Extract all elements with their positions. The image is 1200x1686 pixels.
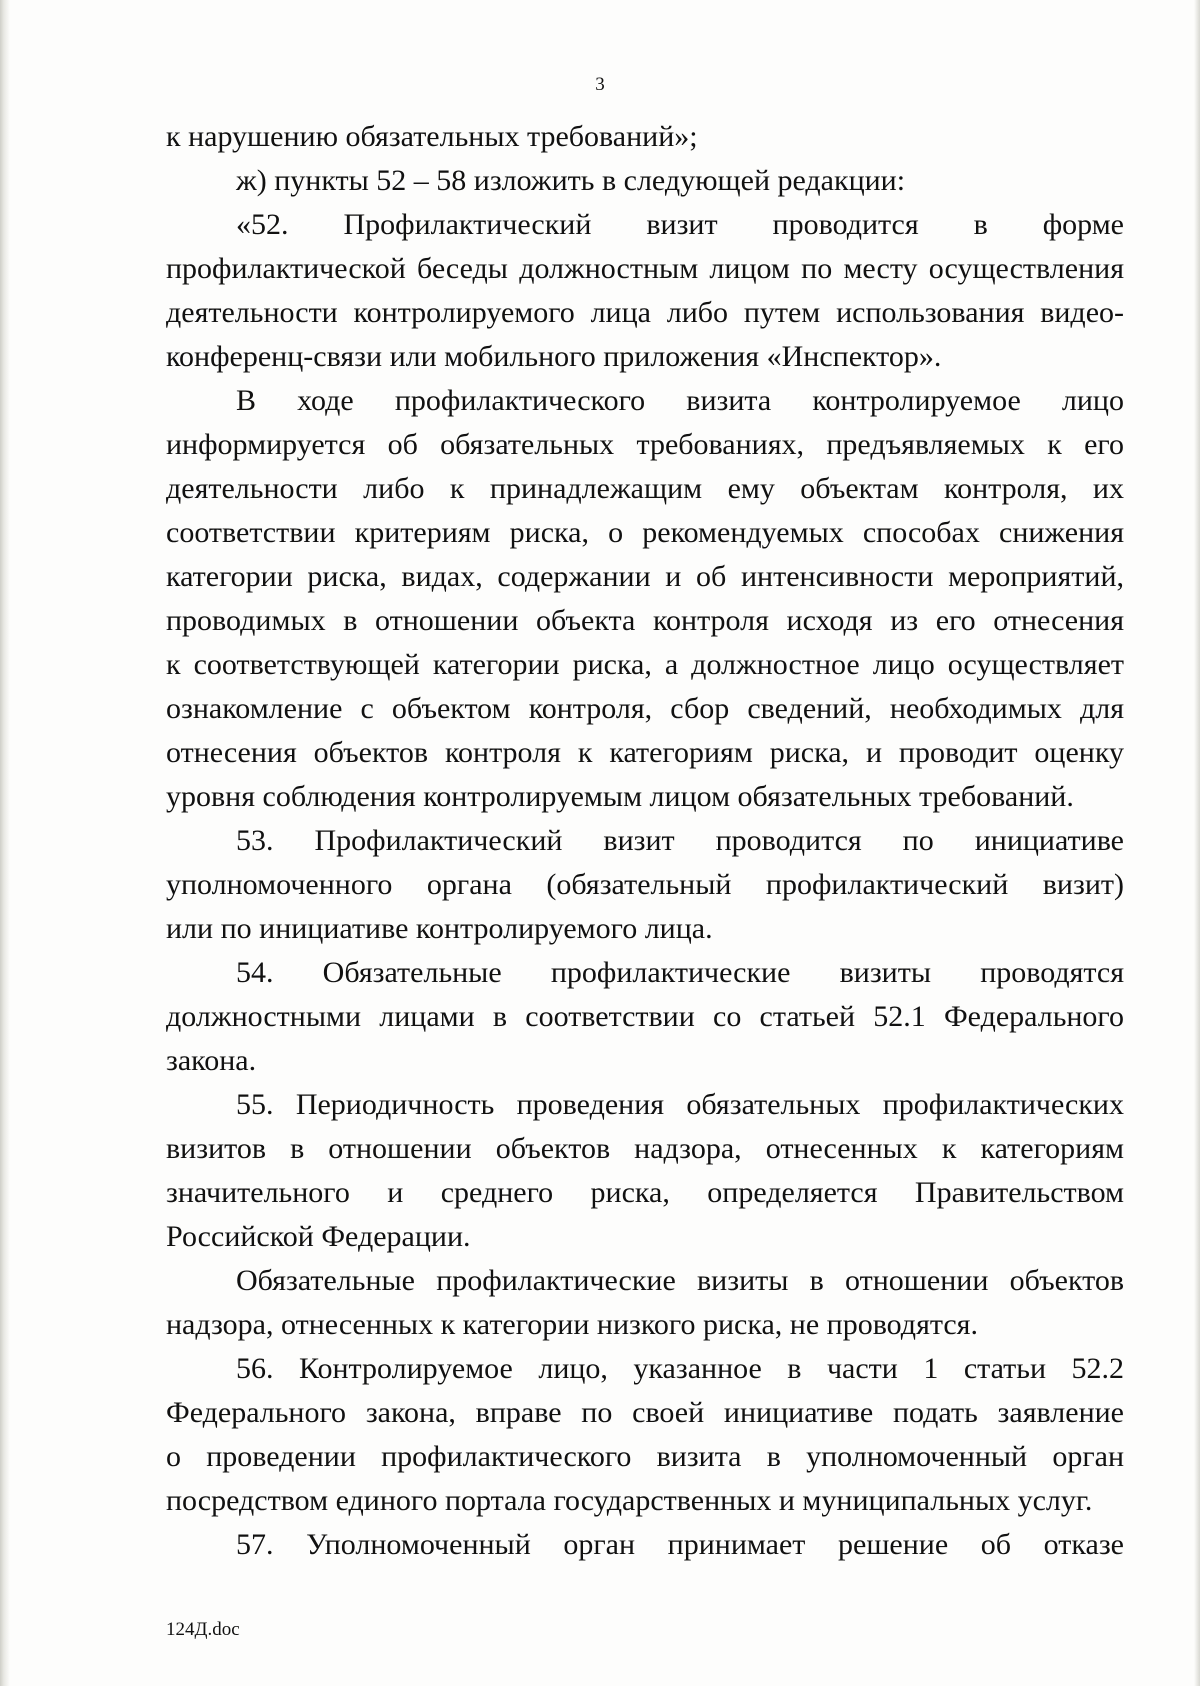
footer-filename: 124Д.doc [166, 1619, 240, 1640]
text-line: 54. Обязательные профилактические визиты проводятся [236, 956, 1124, 989]
text-line: посредством единого портала государственных и муниципальных услуг. [166, 1484, 1093, 1517]
text-line: В ходе профилактического визита контролируемое лицо [236, 384, 1124, 417]
text-line: Российской Федерации. [166, 1220, 471, 1253]
text-line: надзора, отнесенных к категории низкого риска, не проводятся. [166, 1308, 978, 1341]
text-line: профилактической беседы должностным лицом по месту осуществления [166, 252, 1124, 285]
scan-edge-right [1194, 0, 1200, 1686]
text-line: отнесения объектов контроля к категориям риска, и проводит оценку [166, 736, 1124, 769]
text-line: деятельности контролируемого лица либо путем использования видео- [166, 296, 1124, 329]
text-line: о проведении профилактического визита в уполномоченный орган [166, 1440, 1124, 1473]
scan-edge-left [0, 0, 10, 1686]
document-body [166, 115, 1124, 1567]
text-line: информируется об обязательных требованиях, предъявляемых к его [166, 428, 1124, 461]
text-line: к соответствующей категории риска, а должностное лицо осуществляет [166, 648, 1124, 681]
text-line: соответствии критериям риска, о рекомендуемых способах снижения [166, 516, 1124, 549]
text-line: Обязательные профилактические визиты в отношении объектов [236, 1264, 1124, 1297]
text-line: уровня соблюдения контролируемым лицом обязательных требований. [166, 780, 1074, 813]
text-line: «52. Профилактический визит проводится в форме [236, 208, 1124, 241]
text-line: ознакомление с объектом контроля, сбор сведений, необходимых для [166, 692, 1124, 725]
text-line: 56. Контролируемое лицо, указанное в части 1 статьи 52.2 [236, 1352, 1124, 1385]
text-line: 55. Периодичность проведения обязательных профилактических [236, 1088, 1124, 1121]
text-line: уполномоченного органа (обязательный профилактический визит) [166, 868, 1124, 901]
text-line: деятельности либо к принадлежащим ему объектам контроля, их [166, 472, 1124, 505]
text-line: 53. Профилактический визит проводится по инициативе [236, 824, 1124, 857]
text-line: или по инициативе контролируемого лица. [166, 912, 713, 945]
text-line: проводимых в отношении объекта контроля исходя из его отнесения [166, 604, 1124, 637]
text-line: должностными лицами в соответствии со статьей 52.1 Федерального [166, 1000, 1124, 1033]
text-line: закона. [166, 1044, 257, 1077]
text-line: визитов в отношении объектов надзора, отнесенных к категориям [166, 1132, 1124, 1165]
text-line: Федерального закона, вправе по своей инициативе подать заявление [166, 1396, 1124, 1429]
text-line: категории риска, видах, содержании и об интенсивности мероприятий, [166, 560, 1124, 593]
page-number: 3 [595, 74, 605, 95]
text-line: к нарушению обязательных требований»; [166, 120, 698, 153]
text-line: ж) пункты 52 – 58 изложить в следующей редакции: [236, 164, 906, 197]
text-line: 57. Уполномоченный орган принимает решение об отказе [236, 1528, 1124, 1561]
text-line: конференц-связи или мобильного приложения «Инспектор». [166, 340, 942, 373]
text-line: значительного и среднего риска, определяется Правительством [166, 1176, 1124, 1209]
